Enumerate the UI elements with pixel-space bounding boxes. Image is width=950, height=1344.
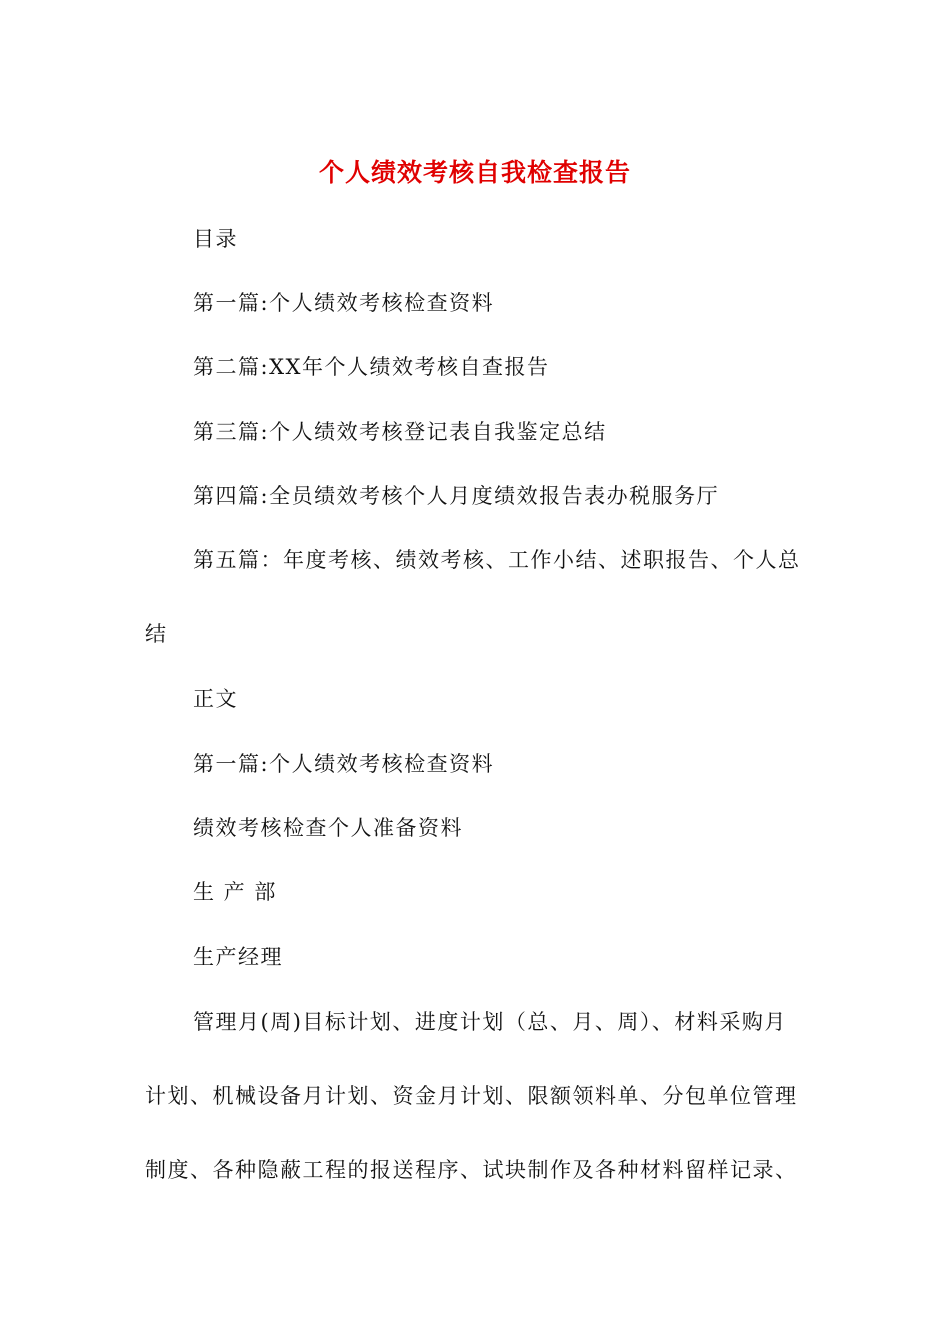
document-title: 个人绩效考核自我检查报告 [318, 158, 631, 187]
role-label: 生产经理 [193, 945, 283, 969]
body-paragraph-line-3: 制度、各种隐蔽工程的报送程序、试块制作及各种材料留样记录、 [145, 1158, 798, 1182]
body-paragraph-line-2: 计划、机械设备月计划、资金月计划、限额领料单、分包单位管理 [145, 1084, 798, 1108]
toc-item-1: 第一篇:个人绩效考核检查资料 [193, 291, 495, 315]
toc-item-3: 第三篇:个人绩效考核登记表自我鉴定总结 [193, 420, 607, 444]
section-title: 第一篇:个人绩效考核检查资料 [193, 752, 495, 776]
toc-item-5: 第五篇：年度考核、绩效考核、工作小结、述职报告、个人总 [193, 548, 801, 572]
body-heading: 正文 [193, 687, 238, 711]
toc-item-4: 第四篇:全员绩效考核个人月度绩效报告表办税服务厅 [193, 484, 720, 508]
section-subtitle: 绩效考核检查个人准备资料 [193, 816, 463, 840]
department-label: 生 产 部 [193, 880, 277, 904]
body-paragraph-line-1: 管理月(周)目标计划、进度计划（总、月、周）、材料采购月 [193, 1010, 787, 1034]
toc-item-5-continued: 结 [145, 622, 168, 646]
toc-heading: 目录 [193, 227, 238, 251]
toc-item-2: 第二篇:XX年个人绩效考核自查报告 [193, 355, 550, 379]
